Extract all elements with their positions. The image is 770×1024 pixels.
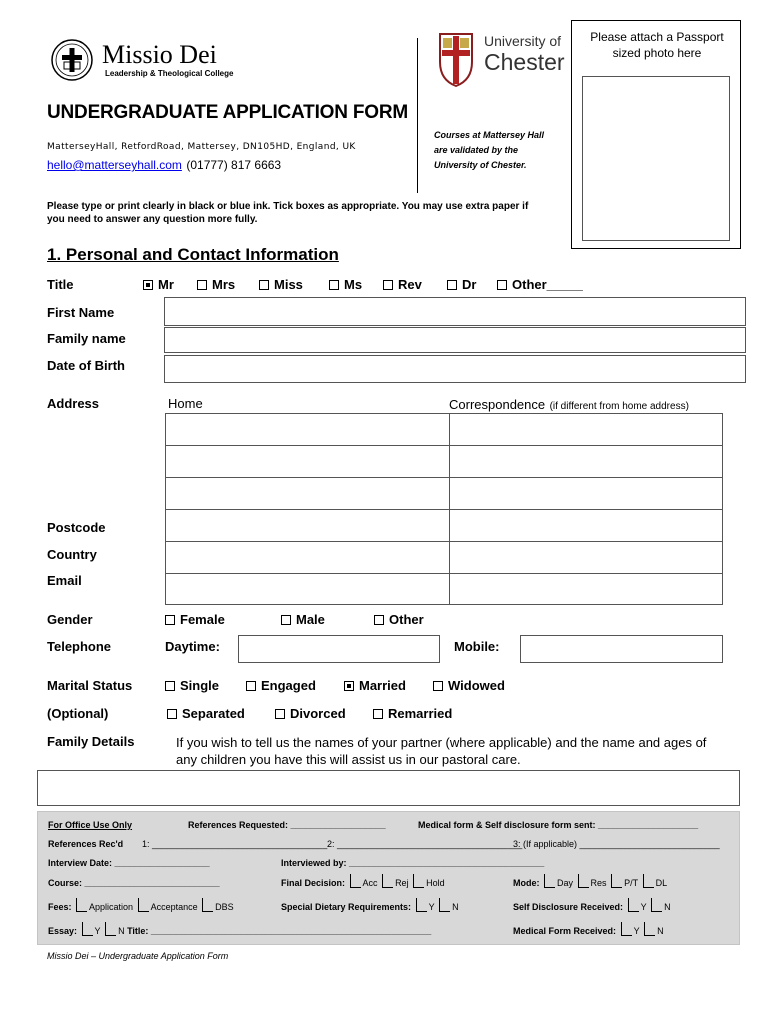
email-link[interactable]: hello@matterseyhall.com xyxy=(47,158,182,172)
checkbox[interactable] xyxy=(544,874,555,888)
title-option-rev[interactable] xyxy=(383,277,422,292)
essay-row xyxy=(48,922,431,936)
checkbox[interactable] xyxy=(433,681,443,691)
checkbox[interactable] xyxy=(643,874,654,888)
no-label: N xyxy=(452,902,459,912)
option-label: Mr xyxy=(158,277,174,292)
marital-option-engaged[interactable] xyxy=(246,678,316,693)
university-line2: Chester xyxy=(484,49,565,75)
checkbox[interactable] xyxy=(628,898,639,912)
page-footer: Missio Dei – Undergraduate Application Form xyxy=(47,951,229,961)
checkbox[interactable] xyxy=(105,922,116,936)
college-address: MatterseyHall, RetfordRoad, Mattersey, DN105HD, England, UK xyxy=(47,142,356,152)
checkbox[interactable] xyxy=(202,898,213,912)
daytime-label: Daytime: xyxy=(165,639,220,654)
option-label: Married xyxy=(359,678,406,693)
reference-2: 2: _____________________________________ xyxy=(327,839,523,849)
checkbox[interactable] xyxy=(374,615,384,625)
corr-email-field[interactable] xyxy=(449,573,723,605)
photo-note: Please attach a Passport sized photo here xyxy=(590,30,724,60)
checkbox[interactable] xyxy=(611,874,622,888)
self-disclosure-row xyxy=(513,898,671,912)
no-label: N xyxy=(657,926,664,936)
title-option-miss[interactable] xyxy=(259,277,303,292)
checkbox[interactable] xyxy=(344,681,354,691)
header-divider xyxy=(417,38,418,193)
checkbox[interactable] xyxy=(497,280,507,290)
references-requested: References Requested: ___________________ xyxy=(188,820,386,830)
medical-received-row xyxy=(513,922,664,936)
office-course-row xyxy=(48,878,220,888)
home-country-field[interactable] xyxy=(165,541,450,574)
application-label: Application xyxy=(89,902,134,912)
address-label: Address xyxy=(47,396,100,411)
title-option-dr[interactable] xyxy=(447,277,476,292)
interviewed-by: Interviewed by: _______________________________________ xyxy=(281,858,545,868)
checkbox[interactable] xyxy=(246,681,256,691)
home-address-line[interactable] xyxy=(165,445,450,478)
home-address-line[interactable] xyxy=(165,477,450,510)
instructions: Please type or print clearly in black or blue ink. Tick boxes as appropriate. You may use extra paper if you need to answer any question more fully. xyxy=(47,201,529,225)
college-name: Missio Dei xyxy=(102,40,217,69)
marital-status-label: Marital Status xyxy=(47,678,133,693)
fees-row xyxy=(48,898,234,912)
checkbox[interactable] xyxy=(138,898,149,912)
checkbox[interactable] xyxy=(350,874,361,888)
form-title: UNDERGRADUATE APPLICATION FORM xyxy=(47,102,408,123)
validation-note-line: are validated by the xyxy=(434,145,519,155)
country-label: Country xyxy=(47,547,97,562)
yes-label: Y xyxy=(633,926,640,936)
option-label: Other_____ xyxy=(512,277,583,292)
marital-option-divorced[interactable] xyxy=(275,706,346,721)
daytime-phone-field[interactable] xyxy=(238,635,440,663)
hold-label: Hold xyxy=(426,878,445,888)
photo-area[interactable] xyxy=(571,20,741,249)
validation-note-line: Courses at Mattersey Hall xyxy=(434,130,545,140)
references-received: References Rec'd xyxy=(48,839,124,849)
acc-label: Acc xyxy=(362,878,378,888)
mode-label: Mode: xyxy=(513,878,540,888)
option-label: Male xyxy=(296,612,325,627)
optional-label: (Optional) xyxy=(47,706,109,721)
gender-option-female[interactable] xyxy=(165,612,225,627)
mobile-phone-field[interactable] xyxy=(520,635,723,663)
corr-address-line[interactable] xyxy=(449,477,723,510)
dl-label: DL xyxy=(655,878,668,888)
reference-1: 1: ___________________________________ xyxy=(142,839,328,849)
res-label: Res xyxy=(590,878,607,888)
checkbox[interactable] xyxy=(259,280,269,290)
option-label: Divorced xyxy=(290,706,346,721)
office-use-panel xyxy=(37,811,740,945)
day-label: Day xyxy=(557,878,574,888)
family-details-label: Family Details xyxy=(47,734,135,749)
mode-row xyxy=(513,874,667,888)
checkbox[interactable] xyxy=(197,280,207,290)
checkbox[interactable] xyxy=(621,922,632,936)
telephone-label: Telephone xyxy=(47,639,112,654)
final-decision-label: Final Decision: xyxy=(281,878,346,888)
no-label: N xyxy=(118,926,125,936)
family-details-text: If you wish to tell us the names of your partner (where applicable) and the name and ages of any children you have this will assist us in our pastoral care. xyxy=(176,735,707,767)
option-label: Dr xyxy=(462,277,477,292)
option-label: Female xyxy=(180,612,225,627)
correspondence-label: Correspondence xyxy=(449,397,546,412)
first-name-label: First Name xyxy=(47,305,115,320)
yes-label: Y xyxy=(428,902,435,912)
checkbox[interactable] xyxy=(644,922,655,936)
option-label: Widowed xyxy=(448,678,505,693)
home-email-field[interactable] xyxy=(165,573,450,605)
title-option-mr[interactable] xyxy=(143,277,174,292)
first-name-field[interactable] xyxy=(164,297,746,326)
essay-label: Essay: xyxy=(48,926,78,936)
checkbox[interactable] xyxy=(373,709,383,719)
email-label: Email xyxy=(47,573,82,588)
marital-option-married[interactable] xyxy=(344,678,406,693)
checkbox[interactable] xyxy=(416,898,427,912)
university-logo xyxy=(434,30,564,90)
option-label: Engaged xyxy=(261,678,316,693)
gender-label: Gender xyxy=(47,612,93,627)
checkbox[interactable] xyxy=(76,898,87,912)
checkbox[interactable] xyxy=(329,280,339,290)
acceptance-label: Acceptance xyxy=(150,902,198,912)
checkbox[interactable] xyxy=(275,709,285,719)
fees-label: Fees: xyxy=(48,902,72,912)
photo-frame xyxy=(582,76,730,241)
marital-option-widowed[interactable] xyxy=(433,678,505,693)
address-grid xyxy=(165,413,723,605)
validation-note-line: University of Chester. xyxy=(434,160,527,170)
home-label: Home xyxy=(168,396,203,411)
corr-address-line[interactable] xyxy=(449,445,723,478)
home-postcode-field[interactable] xyxy=(165,509,450,542)
marital-option-single[interactable] xyxy=(165,678,219,693)
dietary-row xyxy=(281,898,459,912)
checkbox[interactable] xyxy=(167,709,177,719)
checkbox[interactable] xyxy=(578,874,589,888)
dietary-label: Special Dietary Requirements: xyxy=(281,902,412,912)
checkbox[interactable] xyxy=(165,681,175,691)
checkbox[interactable] xyxy=(447,280,457,290)
corr-country-field[interactable] xyxy=(449,541,723,574)
checkbox[interactable] xyxy=(413,874,424,888)
title-option-ms[interactable] xyxy=(329,277,362,292)
dob-label: Date of Birth xyxy=(47,358,125,373)
checkbox[interactable] xyxy=(439,898,450,912)
reference-3: 3: (If applicable) ____________________________ xyxy=(513,839,720,849)
option-label: Miss xyxy=(274,277,303,292)
correspondence-header xyxy=(449,396,689,414)
checkbox[interactable] xyxy=(383,280,393,290)
corr-postcode-field[interactable] xyxy=(449,509,723,542)
college-subtitle: Leadership & Theological College xyxy=(105,69,234,78)
college-phone: (01777) 817 6663 xyxy=(186,158,282,172)
yes-label: Y xyxy=(640,902,647,912)
title-option-mrs[interactable] xyxy=(197,277,235,292)
option-label: Single xyxy=(180,678,220,693)
no-label: N xyxy=(664,902,671,912)
family-details-field[interactable] xyxy=(37,770,740,806)
corr-address-line[interactable] xyxy=(449,413,723,446)
rej-label: Rej xyxy=(395,878,409,888)
checkbox[interactable] xyxy=(651,898,662,912)
checkbox[interactable] xyxy=(82,922,93,936)
checkbox[interactable] xyxy=(143,280,153,290)
self-disclosure-label: Self Disclosure Received: xyxy=(513,902,624,912)
dob-field[interactable] xyxy=(164,355,746,383)
checkbox[interactable] xyxy=(165,615,175,625)
marital-option-remarried[interactable] xyxy=(373,706,452,721)
option-label: Mrs xyxy=(212,277,236,292)
family-name-label: Family name xyxy=(47,331,126,346)
family-name-field[interactable] xyxy=(164,327,746,353)
college-logo xyxy=(50,38,240,82)
medical-form-sent: Medical form & Self disclosure form sent: ____________________ xyxy=(418,820,699,830)
office-heading: For Office Use Only xyxy=(48,820,133,830)
title-option-other[interactable] xyxy=(497,277,583,292)
essay-title: Title: ________________________________________________________ xyxy=(127,926,432,936)
yes-label: Y xyxy=(94,926,101,936)
pt-label: P/T xyxy=(624,878,639,888)
interview-date: Interview Date: ___________________ xyxy=(48,858,210,868)
section-title: 1. Personal and Contact Information xyxy=(47,245,339,264)
home-address-line[interactable] xyxy=(165,413,450,446)
final-decision-row xyxy=(281,874,445,888)
validation-note xyxy=(434,128,544,173)
option-label: Ms xyxy=(344,277,363,292)
title-label: Title xyxy=(47,277,74,292)
medical-received-label: Medical Form Received: xyxy=(513,926,617,936)
contact-line xyxy=(47,156,281,174)
university-crest-icon xyxy=(434,30,478,90)
option-label: Other xyxy=(389,612,424,627)
marital-option-separated[interactable] xyxy=(167,706,245,721)
dbs-label: DBS xyxy=(215,902,234,912)
course: Course: ___________________________ xyxy=(48,878,220,888)
gender-option-other[interactable] xyxy=(374,612,424,627)
option-label: Rev xyxy=(398,277,422,292)
college-crest-icon xyxy=(50,38,94,82)
checkbox[interactable] xyxy=(281,615,291,625)
checkbox[interactable] xyxy=(382,874,393,888)
correspondence-note: (if different from home address) xyxy=(549,401,689,412)
postcode-label: Postcode xyxy=(47,520,106,535)
option-label: Separated xyxy=(182,706,245,721)
option-label: Remarried xyxy=(388,706,453,721)
gender-option-male[interactable] xyxy=(281,612,325,627)
mobile-label: Mobile: xyxy=(454,639,500,654)
university-line1: University of xyxy=(484,33,562,49)
